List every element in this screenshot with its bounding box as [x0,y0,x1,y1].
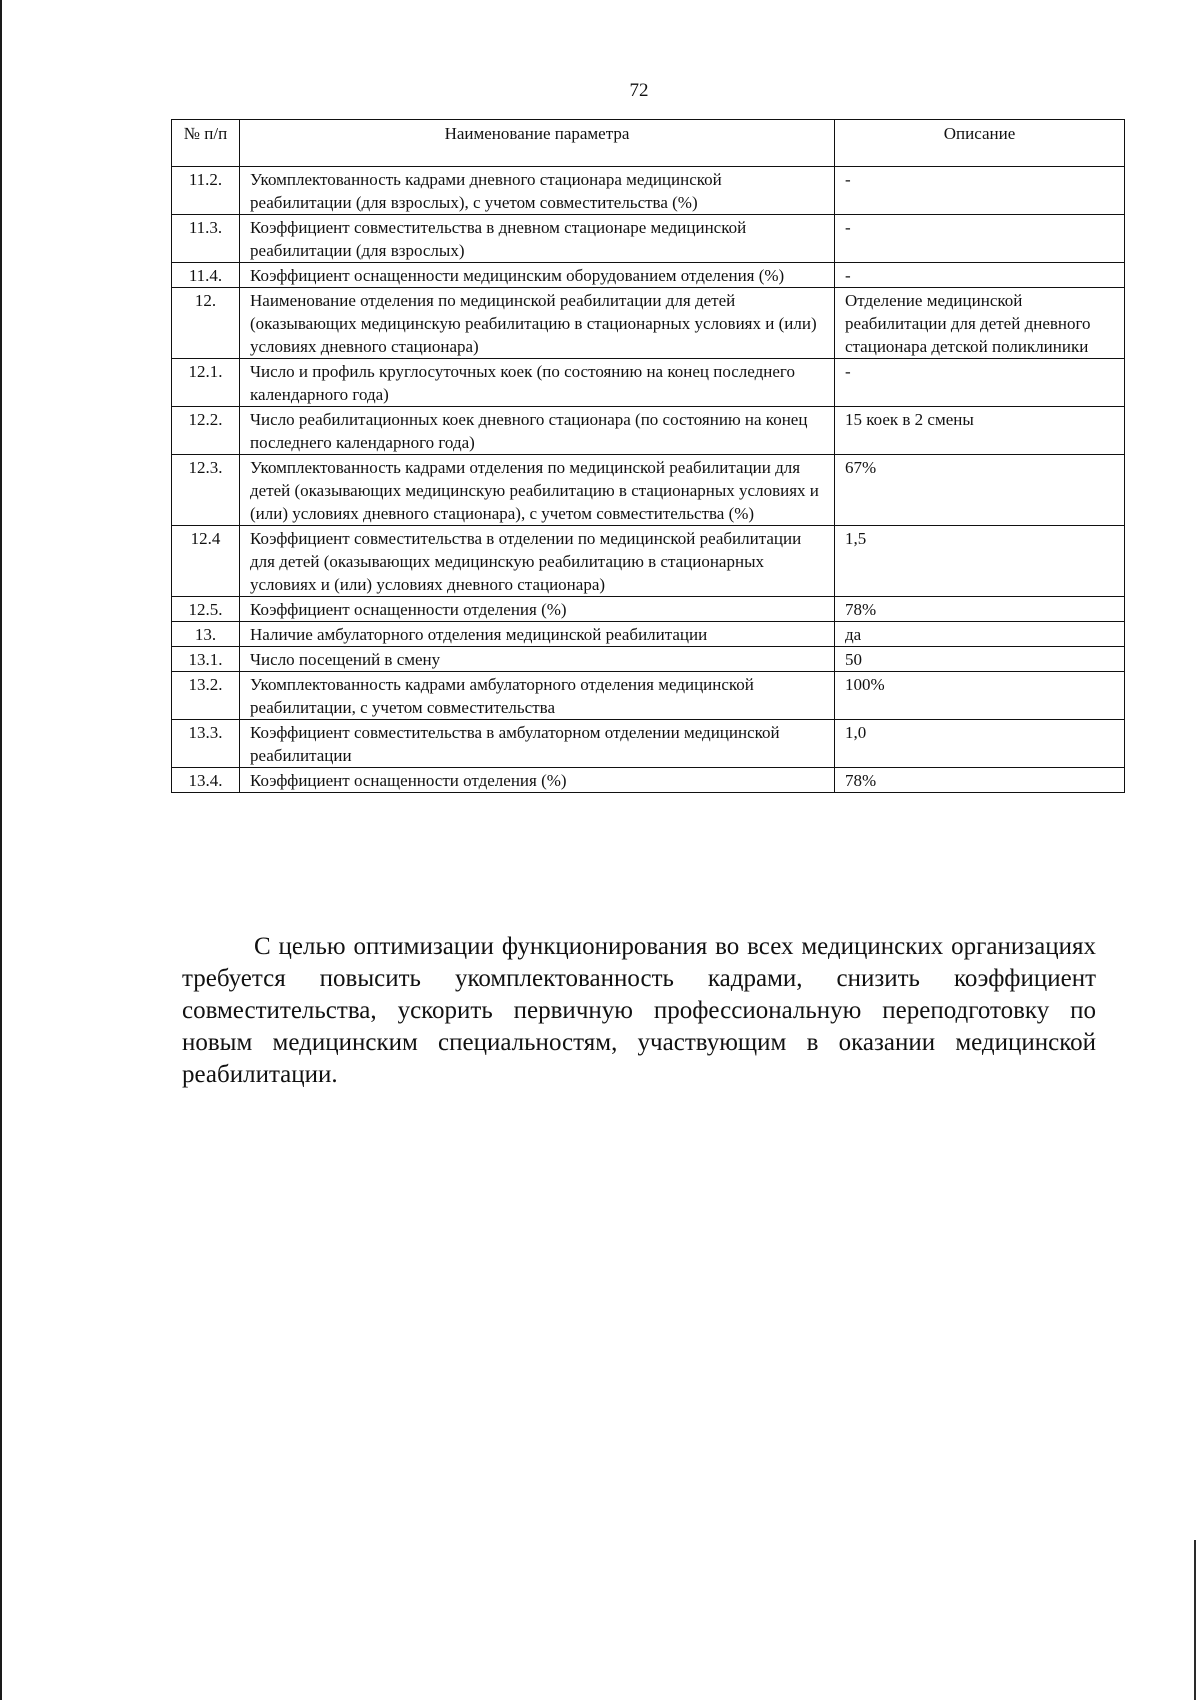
table-row [172,647,1125,672]
table-row [172,622,1125,647]
table-row [172,263,1125,288]
table-row [172,597,1125,622]
header-number: № п/п [172,120,240,167]
row-description: да [835,622,1125,647]
page-number: 72 [629,80,649,101]
header-description: Описание [835,120,1125,167]
row-parameter-name: Коэффициент оснащенности медицинским оборудованием отделения (%) [240,263,835,288]
table-header-row [172,120,1125,167]
row-number: 13. [172,622,240,647]
row-description: 1,5 [835,526,1125,597]
scan-border-left [0,0,2,1700]
row-parameter-name: Коэффициент оснащенности отделения (%) [240,768,835,793]
body-paragraph: С целью оптимизации функционирования во всех медицинских организациях требуется повысить укомплектованность кадрами, снизить коэффициент совместительства, ускорить первичную профессиональную переподготовку по новым медицинским специальностям, участвующим в оказании медицинской реабилитации. [182,933,1096,1088]
row-number: 11.4. [172,263,240,288]
row-number: 12.4 [172,526,240,597]
row-parameter-name: Число и профиль круглосуточных коек (по состоянию на конец последнего календарного года) [240,359,835,407]
row-description: 15 коек в 2 смены [835,407,1125,455]
row-parameter-name: Укомплектованность кадрами отделения по медицинской реабилитации для детей (оказывающих медицинскую реабилитацию в стационарных условиях и (или) условиях дневного стационара), с учетом совместительства (%) [240,455,835,526]
row-description: - [835,215,1125,263]
table-row [172,768,1125,793]
row-number: 11.2. [172,167,240,215]
row-number: 13.3. [172,720,240,768]
row-description: Отделение медицинской реабилитации для детей дневного стационара детской поликлиники [835,288,1125,359]
row-number: 13.4. [172,768,240,793]
row-description: 50 [835,647,1125,672]
table-row [172,407,1125,455]
row-parameter-name: Число посещений в смену [240,647,835,672]
row-number: 12. [172,288,240,359]
table-row [172,359,1125,407]
row-description: - [835,167,1125,215]
row-number: 13.2. [172,672,240,720]
row-description: 78% [835,768,1125,793]
row-number: 11.3. [172,215,240,263]
row-description: - [835,359,1125,407]
table-row [172,526,1125,597]
row-number: 12.1. [172,359,240,407]
row-number: 13.1. [172,647,240,672]
row-parameter-name: Укомплектованность кадрами амбулаторного отделения медицинской реабилитации, с учетом совместительства [240,672,835,720]
row-parameter-name: Наименование отделения по медицинской реабилитации для детей (оказывающих медицинскую реабилитацию в стационарных условиях и (или) условиях дневного стационара) [240,288,835,359]
row-parameter-name: Коэффициент совместительства в отделении по медицинской реабилитации для детей (оказывающих медицинскую реабилитацию в стационарных условиях и (или) условиях дневного стационара) [240,526,835,597]
scan-border-right [1194,1540,1196,1700]
row-description: 1,0 [835,720,1125,768]
row-description: 78% [835,597,1125,622]
table-row [172,672,1125,720]
table-row [172,288,1125,359]
table-row [172,167,1125,215]
row-description: 67% [835,455,1125,526]
row-description: 100% [835,672,1125,720]
row-parameter-name: Коэффициент совместительства в амбулаторном отделении медицинской реабилитации [240,720,835,768]
row-parameter-name: Укомплектованность кадрами дневного стационара медицинской реабилитации (для взрослых), с учетом совместительства (%) [240,167,835,215]
row-parameter-name: Наличие амбулаторного отделения медицинской реабилитации [240,622,835,647]
row-parameter-name: Коэффициент совместительства в дневном стационаре медицинской реабилитации (для взрослых) [240,215,835,263]
row-description: - [835,263,1125,288]
row-parameter-name: Число реабилитационных коек дневного стационара (по состоянию на конец последнего календарного года) [240,407,835,455]
row-number: 12.5. [172,597,240,622]
parameters-table [171,119,1125,793]
row-parameter-name: Коэффициент оснащенности отделения (%) [240,597,835,622]
header-parameter-name: Наименование параметра [240,120,835,167]
row-number: 12.2. [172,407,240,455]
table-row [172,215,1125,263]
row-number: 12.3. [172,455,240,526]
table-row [172,720,1125,768]
table-body [172,167,1125,793]
table-row [172,455,1125,526]
